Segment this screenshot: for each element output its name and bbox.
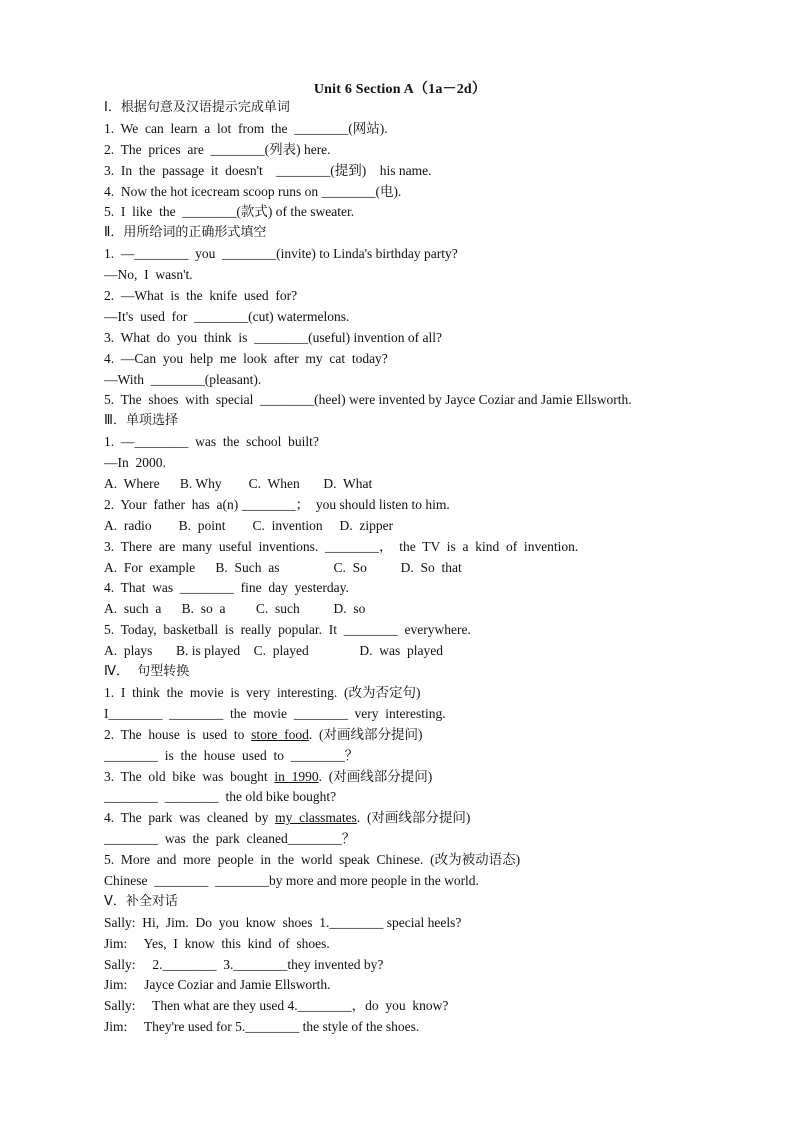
worksheet-line	[104, 767, 744, 788]
line-text: 4. Now the hot icecream scoop runs on ________(电).	[104, 183, 402, 199]
worksheet-line	[104, 140, 744, 161]
worksheet-line	[104, 683, 744, 704]
worksheet-line	[104, 725, 744, 746]
line-text: Sally: Hi, Jim. Do you know shoes 1.________ special heels?	[104, 914, 462, 930]
worksheet-line	[104, 537, 744, 558]
line-text-tail: . (对画线部分提问)	[356, 810, 471, 826]
worksheet-line	[104, 453, 744, 474]
line-text-tail: . (对画线部分提问)	[318, 768, 433, 784]
worksheet-line	[104, 182, 744, 203]
line-text: ________ was the park cleaned________？	[104, 831, 356, 847]
line-text: Sally: Then what are they used 4.________，do you know?	[104, 998, 449, 1014]
line-text: 3. What do you think is ________(useful) invention of all?	[104, 329, 442, 345]
line-text: A. plays B. is played C. played D. was played	[104, 643, 443, 659]
worksheet-line	[104, 495, 744, 516]
worksheet-line	[104, 599, 744, 620]
line-text: 5. More and more people in the world speak Chinese. (改为被动语态)	[104, 852, 521, 868]
line-text: 2. The prices are ________(列表) here.	[104, 141, 331, 157]
underlined-phrase: my classmates	[275, 810, 357, 826]
line-text: I________ ________ the movie ________ very interesting.	[104, 705, 446, 721]
worksheet-line	[104, 516, 744, 537]
worksheet-line	[104, 704, 744, 725]
worksheet-line	[104, 370, 744, 391]
line-text: 1. —________ you ________(invite) to Linda's birthday party?	[104, 246, 458, 262]
worksheet-line	[104, 244, 744, 265]
worksheet-line	[104, 390, 744, 411]
worksheet-line	[104, 307, 744, 328]
section-heading	[104, 411, 744, 432]
worksheet-line	[104, 558, 744, 579]
line-text: 5. Today, basketball is really popular. It ________ everywhere.	[104, 622, 471, 638]
line-text: ________ is the house used to ________？	[104, 747, 359, 763]
line-text: Jim: Yes, I know this kind of shoes.	[104, 935, 330, 951]
worksheet-content	[104, 98, 744, 1038]
worksheet-line	[104, 620, 744, 641]
line-text: 4. —Can you help me look after my cat today?	[104, 350, 388, 366]
line-text: —In 2000.	[104, 455, 166, 471]
worksheet-line	[104, 1017, 744, 1038]
line-text: 1. We can learn a lot from the ________(网站).	[104, 120, 388, 136]
line-text: A. such a B. so a C. such D. so	[104, 601, 366, 617]
underlined-phrase: in 1990	[274, 768, 319, 784]
worksheet-line	[104, 432, 744, 453]
worksheet-line	[104, 829, 744, 850]
worksheet-line	[104, 119, 744, 140]
worksheet-line	[104, 578, 744, 599]
line-text: 4. The park was cleaned by	[104, 810, 276, 826]
line-text-tail: . (对画线部分提问)	[308, 726, 423, 742]
worksheet-line	[104, 161, 744, 182]
line-text: 2. Your father has a(n) ________； you should listen to him.	[104, 496, 450, 512]
line-text: A. radio B. point C. invention D. zipper	[104, 517, 394, 533]
page-title: Unit 6 Section A（1a－2d）	[313, 82, 487, 97]
line-text: —With ________(pleasant).	[104, 371, 262, 387]
line-text: Ⅴ．补全对话	[104, 893, 178, 909]
line-text: —No, I wasn't.	[104, 267, 193, 283]
worksheet-line	[104, 850, 744, 871]
worksheet-line	[104, 349, 744, 370]
worksheet-line	[104, 474, 744, 495]
section-heading	[104, 662, 744, 683]
worksheet-line	[104, 746, 744, 767]
worksheet-line	[104, 871, 744, 892]
line-text: 2. The house is used to	[104, 726, 252, 742]
underlined-phrase: store food	[251, 726, 309, 742]
worksheet-line	[104, 787, 744, 808]
line-text: Ⅲ．单项选择	[104, 413, 178, 429]
line-text: ________ ________ the old bike bought?	[104, 789, 337, 805]
line-text: Jim: Jayce Coziar and Jamie Ellsworth.	[104, 977, 331, 993]
line-text: 2. —What is the knife used for?	[104, 288, 298, 304]
line-text: 3. In the passage it doesn't ________(提到) his name.	[104, 162, 432, 178]
line-text: 5. I like the ________(款式) of the sweater.	[104, 204, 355, 220]
worksheet-line	[104, 975, 744, 996]
worksheet-line	[104, 955, 744, 976]
line-text: 5. The shoes with special ________(heel) were invented by Jayce Coziar and Jamie Ellsworth.	[104, 392, 632, 408]
worksheet-line	[104, 641, 744, 662]
worksheet-line	[104, 934, 744, 955]
section-heading	[104, 892, 744, 913]
line-text: 1. I think the movie is very interesting. (改为否定句)	[104, 684, 421, 700]
worksheet-line	[104, 286, 744, 307]
worksheet-line	[104, 328, 744, 349]
section-heading	[104, 223, 744, 244]
worksheet-line	[104, 808, 744, 829]
worksheet-line	[104, 202, 744, 223]
line-text: A. For example B. Such as C. So D. So that	[104, 559, 462, 575]
line-text: 3. The old bike was bought	[104, 768, 275, 784]
line-text: Chinese ________ ________by more and more people in the world.	[104, 872, 479, 888]
line-text: Jim: They're used for 5.________ the style of the shoes.	[104, 1019, 420, 1035]
worksheet-line	[104, 996, 744, 1017]
line-text: —It's used for ________(cut) watermelons.	[104, 308, 350, 324]
line-text: 3. There are many useful inventions. ________， the TV is a kind of invention.	[104, 538, 579, 554]
line-text: Sally: 2.________ 3.________they invented by?	[104, 956, 384, 972]
worksheet-line	[104, 265, 744, 286]
line-text: Ⅳ． 句型转换	[104, 664, 190, 680]
line-text: 1. —________ was the school built?	[104, 434, 319, 450]
line-text: Ⅱ．用所给词的正确形式填空	[104, 225, 267, 241]
section-heading	[104, 98, 744, 119]
line-text: 4. That was ________ fine day yesterday.	[104, 580, 349, 596]
worksheet-line	[104, 913, 744, 934]
line-text: A. Where B. Why C. When D. What	[104, 476, 373, 492]
line-text: Ⅰ．根据句意及汉语提示完成单词	[104, 100, 290, 115]
